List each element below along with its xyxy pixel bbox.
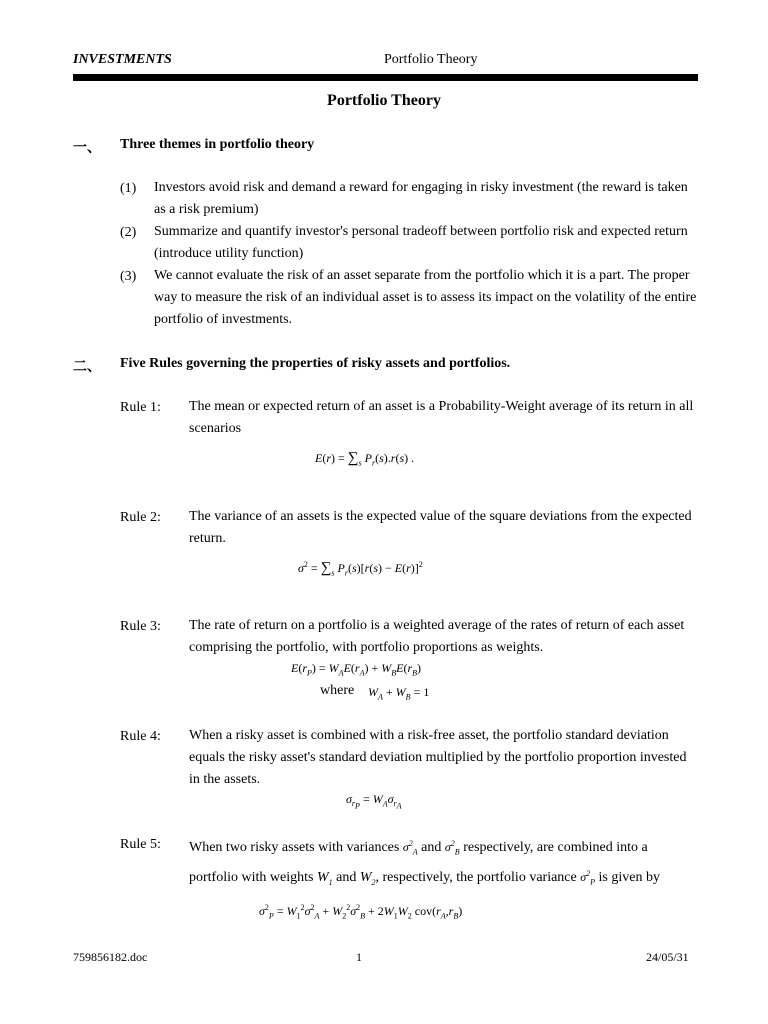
rule-1-equation: $E(r) = \sum_s$ $P_r(s).r(s)$ .: [315, 450, 415, 468]
rule-5-text: [189, 833, 699, 894]
theme-2-text: Summarize and quantify investor's personal tradeoff between portfolio risk and expected return (introduce utility function): [154, 224, 688, 261]
header-course-title: INVESTMENTS: [73, 52, 172, 67]
rule-3-label: Rule 3:: [120, 619, 161, 634]
where-label: where: [320, 683, 355, 698]
weight-w1: $W_1$: [316, 870, 333, 888]
section-1-heading: Three themes in portfolio theory: [120, 137, 315, 152]
footer-page-number: 1: [356, 950, 362, 964]
rule-5-text-b: and: [421, 840, 442, 855]
theme-1-number: (1): [120, 181, 137, 196]
section-2-number: 二、: [73, 360, 101, 375]
rule-5-text-c: respectively, are combined into a portfolio with weights: [189, 840, 648, 886]
rule-5-text-f: is given by: [598, 870, 660, 886]
footer-date: 24/05/31: [646, 950, 689, 964]
weight-w2: $W_2$: [359, 870, 376, 888]
rule-3-constraint: $W_A + W_B = 1$: [368, 685, 430, 702]
rule-4-equation: $\sigma_{r_P} = W_A\sigma_{r_A}$: [346, 792, 402, 811]
header-doc-title: Portfolio Theory: [384, 52, 478, 67]
rule-5-text-e: , respectively, the portfolio variance: [375, 870, 577, 886]
theme-2-number: (2): [120, 225, 137, 240]
header-rule: [73, 74, 698, 81]
sigma-b-squared: $\sigma^2_B$: [444, 839, 460, 857]
rule-3-equation: $E(r_P) = W_AE(r_A) + W_BE(r_B)$: [291, 661, 422, 678]
footer-filename: 759856182.doc: [73, 950, 148, 964]
rule-5-label: Rule 5:: [120, 837, 161, 852]
theme-3-number: (3): [120, 269, 137, 284]
sigma-p-squared: $\sigma^2_P$: [580, 869, 596, 887]
page-title: Portfolio Theory: [327, 92, 441, 109]
rule-1-label: Rule 1:: [120, 400, 161, 415]
rule-2-text: The variance of an assets is the expected value of the square deviations from the expected return.: [189, 509, 692, 546]
section-2-heading: Five Rules governing the properties of risky assets and portfolios.: [120, 356, 511, 371]
rule-2-equation: $\sigma^2 = \sum_s$ $P_r(s)[r(s) - E(r)]^2$: [298, 560, 423, 578]
sigma-a-squared: $\sigma^2_A$: [402, 839, 418, 857]
rule-3-text: The rate of return on a portfolio is a weighted average of the rates of return of each asset comprising the portfolio, with portfolio proportions as weights.: [189, 618, 685, 655]
rule-5-text-d: and: [336, 870, 357, 886]
rule-5-text-a: When two risky assets with variances: [189, 840, 400, 855]
rule-4-text: When a risky asset is combined with a risk-free asset, the portfolio standard deviation equals the risky asset's standard deviation multiplied by the portfolio proportion invested in the assets.: [189, 728, 687, 787]
theme-3-text: We cannot evaluate the risk of an asset separate from the portfolio which it is a part. The proper way to measure the risk of an individual asset is to assess its impact on the volatility of the entire portfolio of investments.: [154, 268, 697, 327]
rule-2-label: Rule 2:: [120, 510, 161, 525]
rule-1-text: The mean or expected return of an asset is a Probability-Weight average of its return in all scenarios: [189, 399, 694, 436]
rule-4-label: Rule 4:: [120, 729, 161, 744]
section-1-number: 一、: [73, 141, 101, 156]
rule-5-equation: $\sigma^2_P = W_1^2\sigma^2_A + W_2^2\sigma^2_B + 2W_1W_2$ $cov(r_A,r_B)$: [259, 903, 463, 921]
theme-1-text: Investors avoid risk and demand a reward for engaging in risky investment (the reward is taken as a risk premium): [154, 180, 688, 217]
